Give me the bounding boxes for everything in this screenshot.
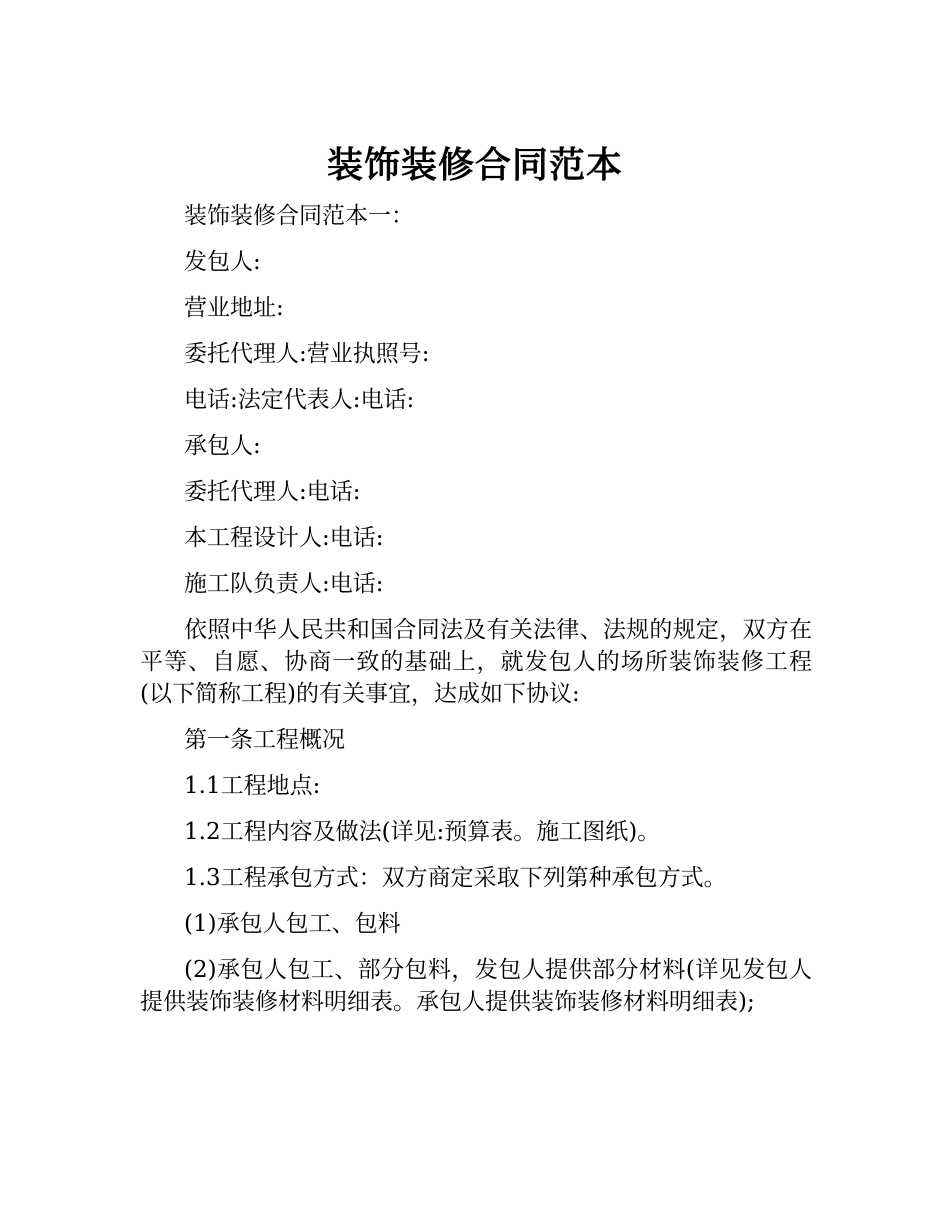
paragraph-contractor: 承包人: [184,433,261,459]
paragraph-employer: 发包人: [184,249,261,275]
document-body [140,200,812,1032]
paragraph-article-one: 第一条工程概况 [184,727,345,753]
paragraph-agreement-basis: 依照中华人民共和国合同法及有关法律、法规的规定，双方在平等、自愿、协商一致的基础上，就发包人的场所装饰装修工程(以下简称工程)的有关事宜，达成如下协议: [140,617,812,707]
paragraph-contractor-agent: 委托代理人:电话: [184,479,361,505]
paragraph-designer: 本工程设计人:电话: [184,525,384,551]
document-title: 装饰装修合同范本 [326,145,623,187]
paragraph-business-address: 营业地址: [184,295,284,321]
paragraph-option-2: (2)承包人包工、部分包料，发包人提供部分材料(详见发包人提供装饰装修材料明细表。承包人提供装饰装修材料明细表); [140,957,812,1015]
paragraph-phone-legal-rep: 电话:法定代表人:电话: [184,387,415,413]
paragraph-1-1: 1.1工程地点: [184,773,321,799]
paragraph-intro: 装饰装修合同范本一： [184,203,414,229]
paragraph-agent-license: 委托代理人:营业执照号: [184,341,430,367]
paragraph-1-3: 1.3工程承包方式：双方商定采取下列第种承包方式。 [184,865,727,891]
paragraph-option-1: (1)承包人包工、包料 [184,911,401,937]
paragraph-1-2: 1.2工程内容及做法(详见:预算表。施工图纸)。 [184,819,661,845]
paragraph-team-leader: 施工队负责人:电话: [184,571,384,597]
